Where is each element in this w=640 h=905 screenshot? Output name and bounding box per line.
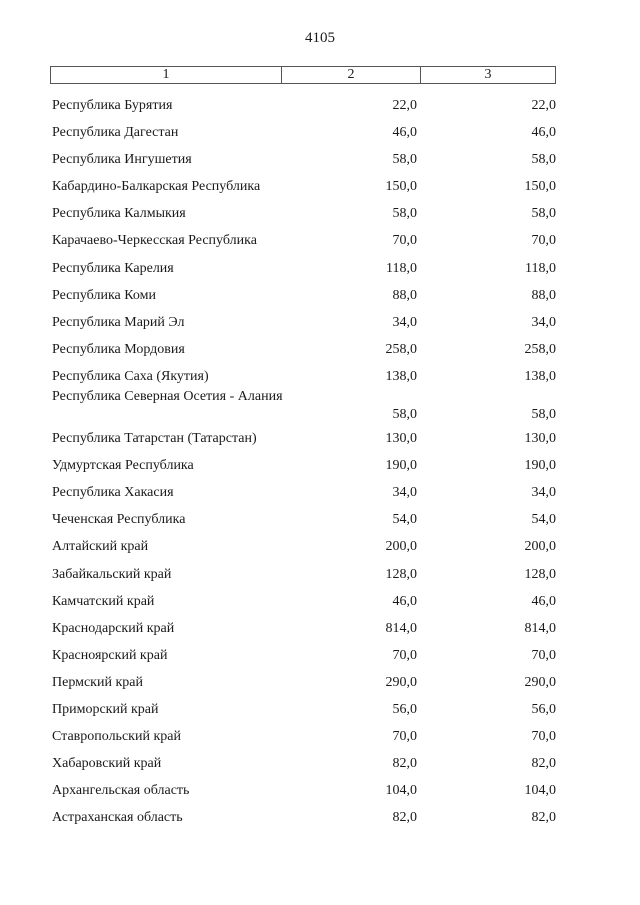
region-name: Чеченская Республика bbox=[52, 512, 186, 528]
value-col3: 258,0 bbox=[524, 341, 556, 357]
table-row bbox=[0, 562, 640, 589]
value-col3: 54,0 bbox=[531, 512, 556, 528]
table-row bbox=[0, 283, 640, 310]
table-row bbox=[0, 147, 640, 174]
value-col3: 34,0 bbox=[531, 485, 556, 501]
table-header bbox=[50, 66, 556, 84]
table-row bbox=[0, 364, 640, 391]
region-name: Республика Ингушетия bbox=[52, 152, 192, 168]
region-name: Республика Коми bbox=[52, 287, 156, 303]
value-col3: 128,0 bbox=[524, 566, 556, 582]
value-col3: 22,0 bbox=[531, 98, 556, 113]
value-col2: 104,0 bbox=[385, 783, 417, 799]
table-row bbox=[0, 670, 640, 697]
value-col2: 258,0 bbox=[385, 341, 417, 357]
value-col2: 58,0 bbox=[392, 206, 417, 222]
region-name: Алтайский край bbox=[52, 539, 149, 555]
value-col3: 200,0 bbox=[524, 539, 556, 555]
region-name: Пермский край bbox=[52, 674, 143, 690]
region-name: Республика Мордовия bbox=[52, 341, 185, 357]
region-name: Республика Бурятия bbox=[52, 98, 173, 113]
table-row bbox=[0, 751, 640, 778]
table-row bbox=[0, 337, 640, 364]
region-name: Карачаево-Черкесская Республика bbox=[52, 233, 257, 249]
region-name: Ставропольский край bbox=[52, 729, 181, 745]
value-col3: 70,0 bbox=[531, 647, 556, 663]
value-col2: 814,0 bbox=[385, 620, 417, 636]
value-col3: 190,0 bbox=[524, 458, 556, 474]
region-name: Республика Татарстан (Татарстан) bbox=[52, 431, 257, 447]
value-col3: 138,0 bbox=[524, 368, 556, 384]
value-col3: 82,0 bbox=[531, 810, 556, 826]
page-number: 4105 bbox=[305, 30, 335, 46]
value-col3: 46,0 bbox=[531, 125, 556, 141]
region-name: Приморский край bbox=[52, 701, 159, 717]
value-col3: 58,0 bbox=[531, 407, 556, 423]
region-name: Республика Карелия bbox=[52, 260, 174, 276]
value-col2: 58,0 bbox=[392, 407, 417, 423]
value-col2: 56,0 bbox=[392, 701, 417, 717]
value-col2: 22,0 bbox=[392, 98, 417, 113]
table-row bbox=[0, 697, 640, 724]
value-col3: 130,0 bbox=[524, 431, 556, 447]
value-col3: 290,0 bbox=[524, 674, 556, 690]
table-row bbox=[0, 174, 640, 201]
region-name: Красноярский край bbox=[52, 647, 168, 663]
table-row bbox=[0, 391, 640, 426]
table-row bbox=[0, 120, 640, 147]
value-col2: 34,0 bbox=[392, 314, 417, 330]
table-body bbox=[0, 93, 640, 832]
value-col3: 46,0 bbox=[531, 593, 556, 609]
region-name: Республика Северная Осетия - Алания bbox=[52, 389, 283, 405]
column-header-2: 2 bbox=[282, 67, 421, 83]
value-col2: 70,0 bbox=[392, 729, 417, 745]
table-row bbox=[0, 616, 640, 643]
region-name: Кабардино-Балкарская Республика bbox=[52, 179, 261, 195]
value-col2: 46,0 bbox=[392, 125, 417, 141]
value-col2: 82,0 bbox=[392, 756, 417, 772]
table-row bbox=[0, 480, 640, 507]
table-row bbox=[0, 589, 640, 616]
table-row bbox=[0, 201, 640, 228]
table-row bbox=[0, 310, 640, 337]
table-row bbox=[0, 724, 640, 751]
table-row bbox=[0, 534, 640, 561]
value-col2: 150,0 bbox=[385, 179, 417, 195]
region-name: Республика Саха (Якутия) bbox=[52, 368, 209, 384]
region-name: Республика Марий Эл bbox=[52, 314, 185, 330]
table-row bbox=[0, 805, 640, 832]
table-row bbox=[0, 256, 640, 283]
region-name: Забайкальский край bbox=[52, 566, 172, 582]
value-col2: 46,0 bbox=[392, 593, 417, 609]
region-name: Камчатский край bbox=[52, 593, 155, 609]
value-col3: 34,0 bbox=[531, 314, 556, 330]
column-header-1: 1 bbox=[51, 67, 282, 83]
value-col2: 130,0 bbox=[385, 431, 417, 447]
region-name: Хабаровский край bbox=[52, 756, 162, 772]
value-col3: 70,0 bbox=[531, 729, 556, 745]
value-col3: 58,0 bbox=[531, 206, 556, 222]
value-col3: 82,0 bbox=[531, 756, 556, 772]
value-col2: 88,0 bbox=[392, 287, 417, 303]
value-col2: 200,0 bbox=[385, 539, 417, 555]
table-row bbox=[0, 778, 640, 805]
table-row bbox=[0, 228, 640, 255]
value-col3: 104,0 bbox=[524, 783, 556, 799]
table-row bbox=[0, 507, 640, 534]
value-col2: 118,0 bbox=[386, 260, 417, 276]
region-name: Республика Дагестан bbox=[52, 125, 179, 141]
value-col2: 70,0 bbox=[392, 233, 417, 249]
table-row bbox=[0, 453, 640, 480]
region-name: Республика Хакасия bbox=[52, 485, 174, 501]
value-col2: 58,0 bbox=[392, 152, 417, 168]
value-col2: 190,0 bbox=[385, 458, 417, 474]
value-col2: 138,0 bbox=[385, 368, 417, 384]
value-col3: 56,0 bbox=[531, 701, 556, 717]
value-col2: 290,0 bbox=[385, 674, 417, 690]
region-name: Республика Калмыкия bbox=[52, 206, 186, 222]
value-col3: 814,0 bbox=[524, 620, 556, 636]
value-col3: 118,0 bbox=[525, 260, 556, 276]
region-name: Удмуртская Республика bbox=[52, 458, 194, 474]
region-name: Краснодарский край bbox=[52, 620, 175, 636]
value-col2: 70,0 bbox=[392, 647, 417, 663]
value-col3: 70,0 bbox=[531, 233, 556, 249]
value-col3: 150,0 bbox=[524, 179, 556, 195]
value-col3: 58,0 bbox=[531, 152, 556, 168]
table-row bbox=[0, 643, 640, 670]
region-name: Астраханская область bbox=[52, 810, 183, 826]
value-col2: 34,0 bbox=[392, 485, 417, 501]
value-col3: 88,0 bbox=[531, 287, 556, 303]
value-col2: 128,0 bbox=[385, 566, 417, 582]
table-row bbox=[0, 426, 640, 453]
region-name: Архангельская область bbox=[52, 783, 190, 799]
table-row bbox=[0, 93, 640, 120]
value-col2: 82,0 bbox=[392, 810, 417, 826]
column-header-3: 3 bbox=[484, 67, 492, 82]
value-col2: 54,0 bbox=[392, 512, 417, 528]
